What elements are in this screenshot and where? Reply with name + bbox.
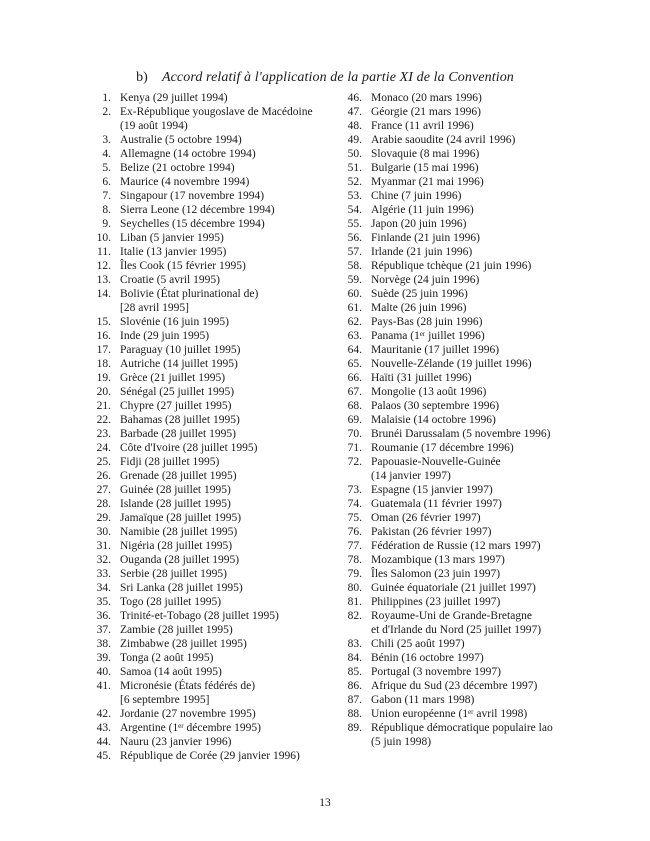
list-item-number: 89. xyxy=(347,722,362,734)
list-item xyxy=(85,623,330,637)
list-item xyxy=(336,651,586,665)
list-item xyxy=(85,539,330,553)
list-item-number: 50. xyxy=(347,148,362,160)
list-item xyxy=(85,553,330,567)
list-item-text: Mongolie (13 août 1996) xyxy=(371,386,487,398)
list-item xyxy=(336,343,586,357)
list-item-text: Argentine (1ᵉʳ décembre 1995) xyxy=(120,722,261,734)
list-item xyxy=(85,133,330,147)
list-item xyxy=(336,595,586,609)
list-item xyxy=(85,203,330,217)
list-item-number: 33. xyxy=(96,568,111,580)
list-item-text: Paraguay (10 juillet 1995) xyxy=(120,344,241,356)
list-item-text: Serbie (28 juillet 1995) xyxy=(120,568,227,580)
list-item-text: Sri Lanka (28 juillet 1995) xyxy=(120,582,243,594)
list-item xyxy=(336,217,586,231)
list-item-number: 48. xyxy=(347,120,362,132)
list-item xyxy=(336,371,586,385)
list-item xyxy=(85,581,330,595)
list-item-number: 79. xyxy=(347,568,362,580)
list-item-text: Trinité-et-Tobago (28 juillet 1995) xyxy=(120,610,279,622)
list-item xyxy=(85,105,330,133)
list-item xyxy=(336,511,586,525)
list-item xyxy=(336,245,586,259)
list-item xyxy=(336,119,586,133)
list-item-number: 60. xyxy=(347,288,362,300)
list-item xyxy=(85,287,330,315)
list-item xyxy=(85,721,330,735)
list-item-text: Bahamas (28 juillet 1995) xyxy=(120,414,240,426)
section-title: Accord relatif à l'application de la partie XI de la Convention xyxy=(161,70,514,85)
list-item xyxy=(85,749,330,763)
list-item-text: Monaco (20 mars 1996) xyxy=(371,92,482,104)
list-item-text: République démocratique populaire lao (5 juin 1998) xyxy=(371,722,553,748)
list-item-text: Barbade (28 juillet 1995) xyxy=(120,428,236,440)
list-item xyxy=(336,413,586,427)
list-item-text: Bulgarie (15 mai 1996) xyxy=(371,162,479,174)
list-item-text: Maurice (4 novembre 1994) xyxy=(120,176,250,188)
list-item-number: 67. xyxy=(347,386,362,398)
list-item-text: Ex-République yougoslave de Macédoine (19 août 1994) xyxy=(120,106,313,132)
list-item xyxy=(336,693,586,707)
list-item-text: Géorgie (21 mars 1996) xyxy=(371,106,481,118)
list-item-number: 11. xyxy=(97,246,111,258)
list-item-text: Myanmar (21 mai 1996) xyxy=(371,176,484,188)
list-item xyxy=(336,287,586,301)
list-item-number: 6. xyxy=(102,176,111,188)
list-item-number: 37. xyxy=(96,624,111,636)
list-item xyxy=(85,343,330,357)
list-item-number: 80. xyxy=(347,582,362,594)
list-item-text: Australie (5 octobre 1994) xyxy=(120,134,242,146)
list-item xyxy=(85,259,330,273)
list-item xyxy=(85,413,330,427)
list-item-text: Union européenne (1ᵉʳ avril 1998) xyxy=(371,708,528,720)
list-item-text: Îles Cook (15 février 1995) xyxy=(120,260,246,272)
list-item xyxy=(336,203,586,217)
list-item xyxy=(85,245,330,259)
list-item xyxy=(336,483,586,497)
list-item-text: Gabon (11 mars 1998) xyxy=(371,694,475,706)
list-item xyxy=(85,329,330,343)
list-item-number: 23. xyxy=(96,428,111,440)
list-item xyxy=(336,567,586,581)
list-item-number: 46. xyxy=(347,92,362,104)
list-item xyxy=(336,147,586,161)
list-item-number: 40. xyxy=(96,666,111,678)
list-item xyxy=(85,525,330,539)
list-item-number: 84. xyxy=(347,652,362,664)
list-item-text: Afrique du Sud (23 décembre 1997) xyxy=(371,680,538,692)
list-item xyxy=(85,609,330,623)
list-item xyxy=(336,707,586,721)
list-item-number: 14. xyxy=(96,288,111,300)
list-item-text: Chine (7 juin 1996) xyxy=(371,190,462,202)
list-item xyxy=(336,553,586,567)
list-item xyxy=(85,273,330,287)
list-item-text: Mauritanie (17 juillet 1996) xyxy=(371,344,500,356)
list-item xyxy=(85,175,330,189)
list-item-number: 63. xyxy=(347,330,362,342)
list-item-text: Philippines (23 juillet 1997) xyxy=(371,596,501,608)
list-item-number: 10. xyxy=(96,232,111,244)
list-item-number: 18. xyxy=(96,358,111,370)
list-item-text: Samoa (14 août 1995) xyxy=(120,666,222,678)
list-item-number: 74. xyxy=(347,498,362,510)
list-item xyxy=(336,581,586,595)
list-item-text: Nigéria (28 juillet 1995) xyxy=(120,540,233,552)
list-item-text: Côte d'Ivoire (28 juillet 1995) xyxy=(120,442,258,454)
list-item-number: 32. xyxy=(96,554,111,566)
list-item-text: Pakistan (26 février 1997) xyxy=(371,526,492,538)
list-item xyxy=(336,497,586,511)
list-item-number: 26. xyxy=(96,470,111,482)
list-item xyxy=(336,273,586,287)
list-item xyxy=(85,441,330,455)
list-item xyxy=(336,105,586,119)
list-item xyxy=(336,679,586,693)
list-item-text: Seychelles (15 décembre 1994) xyxy=(120,218,265,230)
list-item-text: Sénégal (25 juillet 1995) xyxy=(120,386,235,398)
list-item-number: 22. xyxy=(96,414,111,426)
left-column-list xyxy=(85,91,330,763)
list-item-text: Mozambique (13 mars 1997) xyxy=(371,554,505,566)
list-item xyxy=(85,371,330,385)
list-item xyxy=(336,315,586,329)
list-item xyxy=(336,161,586,175)
list-item-text: Singapour (17 novembre 1994) xyxy=(120,190,265,202)
list-item xyxy=(336,525,586,539)
list-item-number: 82. xyxy=(347,610,362,622)
list-item-text: Nauru (23 janvier 1996) xyxy=(120,736,232,748)
list-item xyxy=(336,357,586,371)
list-item xyxy=(85,483,330,497)
list-item xyxy=(85,315,330,329)
list-item-number: 39. xyxy=(96,652,111,664)
list-item-number: 47. xyxy=(347,106,362,118)
list-item-number: 70. xyxy=(347,428,362,440)
list-item xyxy=(85,665,330,679)
list-item-text: Islande (28 juillet 1995) xyxy=(120,498,231,510)
list-item-number: 86. xyxy=(347,680,362,692)
list-item-text: Togo (28 juillet 1995) xyxy=(120,596,222,608)
list-item-number: 59. xyxy=(347,274,362,286)
list-item-number: 71. xyxy=(347,442,362,454)
list-item-text: Allemagne (14 octobre 1994) xyxy=(120,148,256,160)
list-item-number: 27. xyxy=(96,484,111,496)
list-item-text: Kenya (29 juillet 1994) xyxy=(120,92,228,104)
list-item-number: 19. xyxy=(96,372,111,384)
list-item-number: 34. xyxy=(96,582,111,594)
list-item-text: Îles Salomon (23 juin 1997) xyxy=(371,568,501,580)
list-item-text: Irlande (21 juin 1996) xyxy=(371,246,473,258)
list-item-number: 64. xyxy=(347,344,362,356)
list-item-text: Pays-Bas (28 juin 1996) xyxy=(371,316,483,328)
list-item-text: Inde (29 juin 1995) xyxy=(120,330,210,342)
list-item-text: Fidji (28 juillet 1995) xyxy=(120,456,220,468)
list-item-number: 53. xyxy=(347,190,362,202)
list-item-text: République de Corée (29 janvier 1996) xyxy=(120,750,300,762)
list-item-text: Oman (26 février 1997) xyxy=(371,512,481,524)
list-item-number: 16. xyxy=(96,330,111,342)
list-item-number: 52. xyxy=(347,176,362,188)
list-item-text: Jamaïque (28 juillet 1995) xyxy=(120,512,242,524)
list-item-text: Micronésie (États fédérés de) [6 septembre 1995] xyxy=(120,680,256,706)
list-item-number: 13. xyxy=(96,274,111,286)
list-item xyxy=(336,91,586,105)
list-item-text: Arabie saoudite (24 avril 1996) xyxy=(371,134,516,146)
list-item-number: 30. xyxy=(96,526,111,538)
list-item-text: Slovénie (16 juin 1995) xyxy=(120,316,229,328)
list-item-number: 51. xyxy=(347,162,362,174)
list-item-number: 73. xyxy=(347,484,362,496)
list-item-text: Namibie (28 juillet 1995) xyxy=(120,526,238,538)
list-item xyxy=(336,329,586,343)
list-item xyxy=(85,679,330,707)
list-item-number: 78. xyxy=(347,554,362,566)
list-item-text: Zambie (28 juillet 1995) xyxy=(120,624,233,636)
list-item-text: Tonga (2 août 1995) xyxy=(120,652,214,664)
list-item-text: Sierra Leone (12 décembre 1994) xyxy=(120,204,275,216)
list-item xyxy=(85,567,330,581)
list-item-number: 36. xyxy=(96,610,111,622)
list-item-text: Finlande (21 juin 1996) xyxy=(371,232,480,244)
list-item-text: Guinée équatoriale (21 juillet 1997) xyxy=(371,582,536,594)
list-item-number: 9. xyxy=(102,218,111,230)
list-item-number: 66. xyxy=(347,372,362,384)
list-item xyxy=(85,399,330,413)
list-item-text: Chili (25 août 1997) xyxy=(371,638,465,650)
list-item-text: Guatemala (11 février 1997) xyxy=(371,498,502,510)
list-item xyxy=(336,259,586,273)
list-item-text: Fédération de Russie (12 mars 1997) xyxy=(371,540,541,552)
list-item-text: Grèce (21 juillet 1995) xyxy=(120,372,226,384)
list-item xyxy=(85,189,330,203)
list-item-number: 2. xyxy=(102,106,111,118)
list-item xyxy=(336,721,586,749)
list-item-text: Zimbabwe (28 juillet 1995) xyxy=(120,638,247,650)
list-item-number: 57. xyxy=(347,246,362,258)
list-item xyxy=(336,189,586,203)
list-item-number: 20. xyxy=(96,386,111,398)
list-item-text: Liban (5 janvier 1995) xyxy=(120,232,224,244)
list-item-text: Ouganda (28 juillet 1995) xyxy=(120,554,240,566)
list-item-text: Nouvelle-Zélande (19 juillet 1996) xyxy=(371,358,532,370)
list-item xyxy=(85,147,330,161)
list-item-number: 83. xyxy=(347,638,362,650)
list-item-number: 17. xyxy=(96,344,111,356)
list-item-text: Jordanie (27 novembre 1995) xyxy=(120,708,256,720)
list-item-text: Algérie (11 juin 1996) xyxy=(371,204,474,216)
list-item-number: 35. xyxy=(96,596,111,608)
list-item-number: 1. xyxy=(102,92,111,104)
list-item xyxy=(85,497,330,511)
list-item xyxy=(336,399,586,413)
list-item-number: 8. xyxy=(102,204,111,216)
list-item xyxy=(336,133,586,147)
list-item-number: 3. xyxy=(102,134,111,146)
list-item xyxy=(85,217,330,231)
list-item-number: 29. xyxy=(96,512,111,524)
list-item-number: 81. xyxy=(347,596,362,608)
list-item-text: Royaume-Uni de Grande-Bretagne et d'Irlande du Nord (25 juillet 1997) xyxy=(371,610,542,636)
list-item xyxy=(336,231,586,245)
list-item-text: Belize (21 octobre 1994) xyxy=(120,162,235,174)
list-item xyxy=(85,357,330,371)
list-item xyxy=(336,609,586,637)
list-item-text: Slovaquie (8 mai 1996) xyxy=(371,148,480,160)
list-item-number: 43. xyxy=(96,722,111,734)
list-item xyxy=(85,231,330,245)
list-item-number: 55. xyxy=(347,218,362,230)
list-item-text: Grenade (28 juillet 1995) xyxy=(120,470,237,482)
list-item xyxy=(336,441,586,455)
list-item-text: Chypre (27 juillet 1995) xyxy=(120,400,232,412)
list-item-text: République tchèque (21 juin 1996) xyxy=(371,260,532,272)
list-item-text: Palaos (30 septembre 1996) xyxy=(371,400,500,412)
section-label: b) xyxy=(136,70,148,85)
list-item xyxy=(85,651,330,665)
list-item xyxy=(336,301,586,315)
list-item-number: 77. xyxy=(347,540,362,552)
list-item xyxy=(336,427,586,441)
section-heading xyxy=(0,70,650,86)
list-item-text: Bolivie (État plurinational de) [28 avril 1995] xyxy=(120,288,259,314)
list-item-text: Papouasie-Nouvelle-Guinée (14 janvier 1997) xyxy=(371,456,501,482)
list-item-text: Haïti (31 juillet 1996) xyxy=(371,372,472,384)
list-item-number: 72. xyxy=(347,456,362,468)
list-item-number: 4. xyxy=(102,148,111,160)
list-item-number: 15. xyxy=(96,316,111,328)
list-item-text: Japon (20 juin 1996) xyxy=(371,218,467,230)
list-item-text: Guinée (28 juillet 1995) xyxy=(120,484,231,496)
page-number: 13 xyxy=(319,797,331,809)
list-item-text: Suède (25 juin 1996) xyxy=(371,288,468,300)
list-item-number: 87. xyxy=(347,694,362,706)
list-item xyxy=(85,469,330,483)
list-item-text: Roumanie (17 décembre 1996) xyxy=(371,442,514,454)
list-item-number: 44. xyxy=(96,736,111,748)
list-item-number: 85. xyxy=(347,666,362,678)
list-item-number: 61. xyxy=(347,302,362,314)
list-item-number: 28. xyxy=(96,498,111,510)
list-item xyxy=(85,595,330,609)
list-item-number: 62. xyxy=(347,316,362,328)
list-item xyxy=(85,91,330,105)
list-item-text: Espagne (15 janvier 1997) xyxy=(371,484,493,496)
list-item xyxy=(336,175,586,189)
list-item-number: 12. xyxy=(96,260,111,272)
list-item-text: France (11 avril 1996) xyxy=(371,120,474,132)
list-item-text: Autriche (14 juillet 1995) xyxy=(120,358,238,370)
list-item-number: 88. xyxy=(347,708,362,720)
list-item xyxy=(336,455,586,483)
list-item-number: 31. xyxy=(96,540,111,552)
list-item xyxy=(336,539,586,553)
list-item-text: Bénin (16 octobre 1997) xyxy=(371,652,484,664)
list-item-number: 45. xyxy=(96,750,111,762)
list-item-number: 24. xyxy=(96,442,111,454)
list-item-number: 21. xyxy=(96,400,111,412)
list-item-number: 65. xyxy=(347,358,362,370)
right-column-list xyxy=(336,91,586,749)
list-item xyxy=(85,637,330,651)
list-item-text: Norvège (24 juin 1996) xyxy=(371,274,480,286)
list-item-number: 42. xyxy=(96,708,111,720)
list-item-number: 7. xyxy=(102,190,111,202)
list-item-number: 49. xyxy=(347,134,362,146)
list-item xyxy=(85,455,330,469)
list-item-number: 41. xyxy=(96,680,111,692)
list-item-number: 5. xyxy=(102,162,111,174)
list-item-text: Portugal (3 novembre 1997) xyxy=(371,666,501,678)
list-item-text: Italie (13 janvier 1995) xyxy=(120,246,227,258)
list-item xyxy=(336,665,586,679)
list-item xyxy=(85,511,330,525)
list-item-number: 56. xyxy=(347,232,362,244)
list-item-number: 69. xyxy=(347,414,362,426)
list-item-number: 76. xyxy=(347,526,362,538)
list-item xyxy=(336,637,586,651)
list-item-number: 25. xyxy=(96,456,111,468)
list-item-number: 54. xyxy=(347,204,362,216)
list-item xyxy=(85,707,330,721)
list-item-text: Malte (26 juin 1996) xyxy=(371,302,467,314)
list-item-text: Malaisie (14 octobre 1996) xyxy=(371,414,496,426)
list-item xyxy=(85,735,330,749)
list-item xyxy=(85,385,330,399)
list-item xyxy=(85,427,330,441)
list-item-number: 75. xyxy=(347,512,362,524)
list-item-number: 68. xyxy=(347,400,362,412)
list-item-text: Panama (1ᵉʳ juillet 1996) xyxy=(371,330,485,342)
list-item-text: Brunéi Darussalam (5 novembre 1996) xyxy=(371,428,551,440)
list-item xyxy=(85,161,330,175)
list-item-text: Croatie (5 avril 1995) xyxy=(120,274,220,286)
list-item xyxy=(336,385,586,399)
list-item-number: 58. xyxy=(347,260,362,272)
list-item-number: 38. xyxy=(96,638,111,650)
